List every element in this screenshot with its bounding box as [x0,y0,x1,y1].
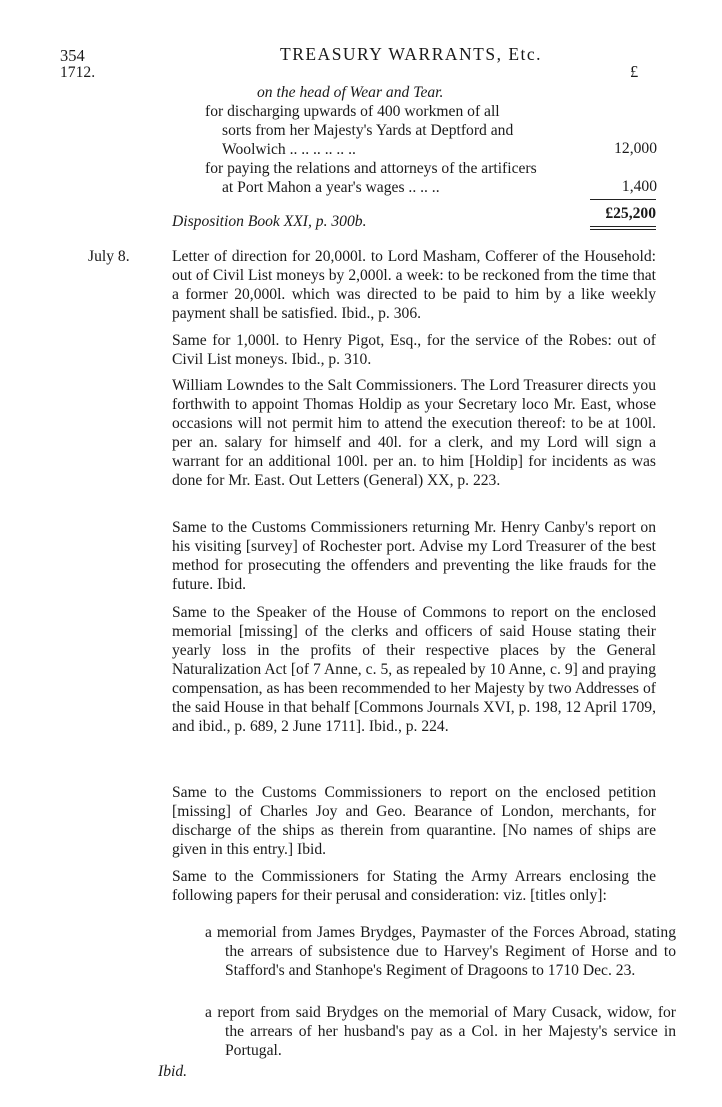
entry-6: Same to the Customs Commissioners to report on the enclosed petition [missing] of Charles Joy and Geo. Bearance of London, merchants, for discharge of the ships as therein from quarantine. [No names of ships are given in this entry.] Ibid. [172,784,656,858]
entry-date: July 8. [88,248,130,265]
total-rule-top [590,199,656,200]
entry-3: William Lowndes to the Salt Commissioners. The Lord Treasurer directs you forthwith to appoint Thomas Holdip as your Secretary loco Mr. East, whose occasions will not permit him to attend the execution thereof: to be at 100l. per an. salary for himself and 40l. for a clerk, and my Lord will sign a warrant for an additional 100l. per an. to him [Holdip] for incidents as was done for Mr. East. Out Letters (General) XX, p. 223. [172,377,656,489]
entry-1: Letter of direction for 20,000l. to Lord Masham, Cofferer of the Household: out of Civil List moneys by 2,000l. a week: to be reckoned from the time that a former 20,000l. which was directed to be paid to him by a like weekly payment shall be satisfied. Ibid., p. 306. [172,248,656,322]
wear-tear-item-1-line-2: sorts from her Majesty's Yards at Deptford and [222,122,514,139]
entry-2: Same for 1,000l. to Henry Pigot, Esq., for the service of the Robes: out of Civil List moneys. Ibid., p. 310. [172,332,656,368]
wear-tear-item-1-line-1: for discharging upwards of 400 workmen of all [205,103,500,120]
entry-4: Same to the Customs Commissioners returning Mr. Henry Canby's report on his visiting [survey] of Rochester port. Advise my Lord Treasurer of the best method for prosecuting the offenders and preventing the like frauds for the future. Ibid. [172,519,656,593]
entry-5: Same to the Speaker of the House of Commons to report on the enclosed memorial [missing] of the clerks and officers of said House stating their yearly loss in the profits of their respective places by the General Naturalization Act [of 7 Anne, c. 5, as repealed by 10 Anne, c. 9] and praying compensation, as has been recommended to her Majesty by two Addresses of the said House in that behalf [Commons Journals XVI, p. 198, 12 April 1709, and ibid., p. 689, 2 June 1711]. Ibid., p. 224. [172,604,656,735]
total-rule-bottom [590,226,656,227]
wear-tear-item-2-amount: 1,400 [621,178,657,195]
wear-tear-item-2-line-2: at Port Mahon a year's wages .. .. .. [222,179,440,196]
closing-ref: Ibid. [158,1063,188,1080]
wear-tear-heading: on the head of Wear and Tear. [257,84,444,101]
page-year: 1712. [60,64,96,81]
total-rule-bottom-2 [590,229,656,230]
disposition-ref: Disposition Book XXI, p. 300b. [172,213,367,230]
enclosure-1: a memorial from James Brydges, Paymaster of the Forces Abroad, stating the arrears of subsistence due to Harvey's Regiment of Horse and to Stafford's and Stanhope's Regiment of Dragoons to 1710 Dec. 23. [205,924,676,979]
wear-tear-total: £25,200 [605,205,656,222]
watermark: ​ [55,330,90,358]
wear-tear-item-1-amount: 12,000 [614,140,657,157]
page-number: 354 [60,46,85,65]
wear-tear-item-1-line-3: Woolwich .. .. .. .. .. .. [222,141,356,158]
wear-tear-item-2-line-1: for paying the relations and attorneys of the artificers [205,160,537,177]
currency-symbol: £ [630,62,639,81]
running-title: TREASURY WARRANTS, Etc. [280,44,543,64]
entry-7: Same to the Commissioners for Stating the Army Arrears enclosing the following papers for their perusal and consideration: viz. [titles only]: [172,868,656,904]
enclosure-2: a report from said Brydges on the memorial of Mary Cusack, widow, for the arrears of her husband's pay as a Col. in her Majesty's service in Portugal. [205,1004,676,1059]
